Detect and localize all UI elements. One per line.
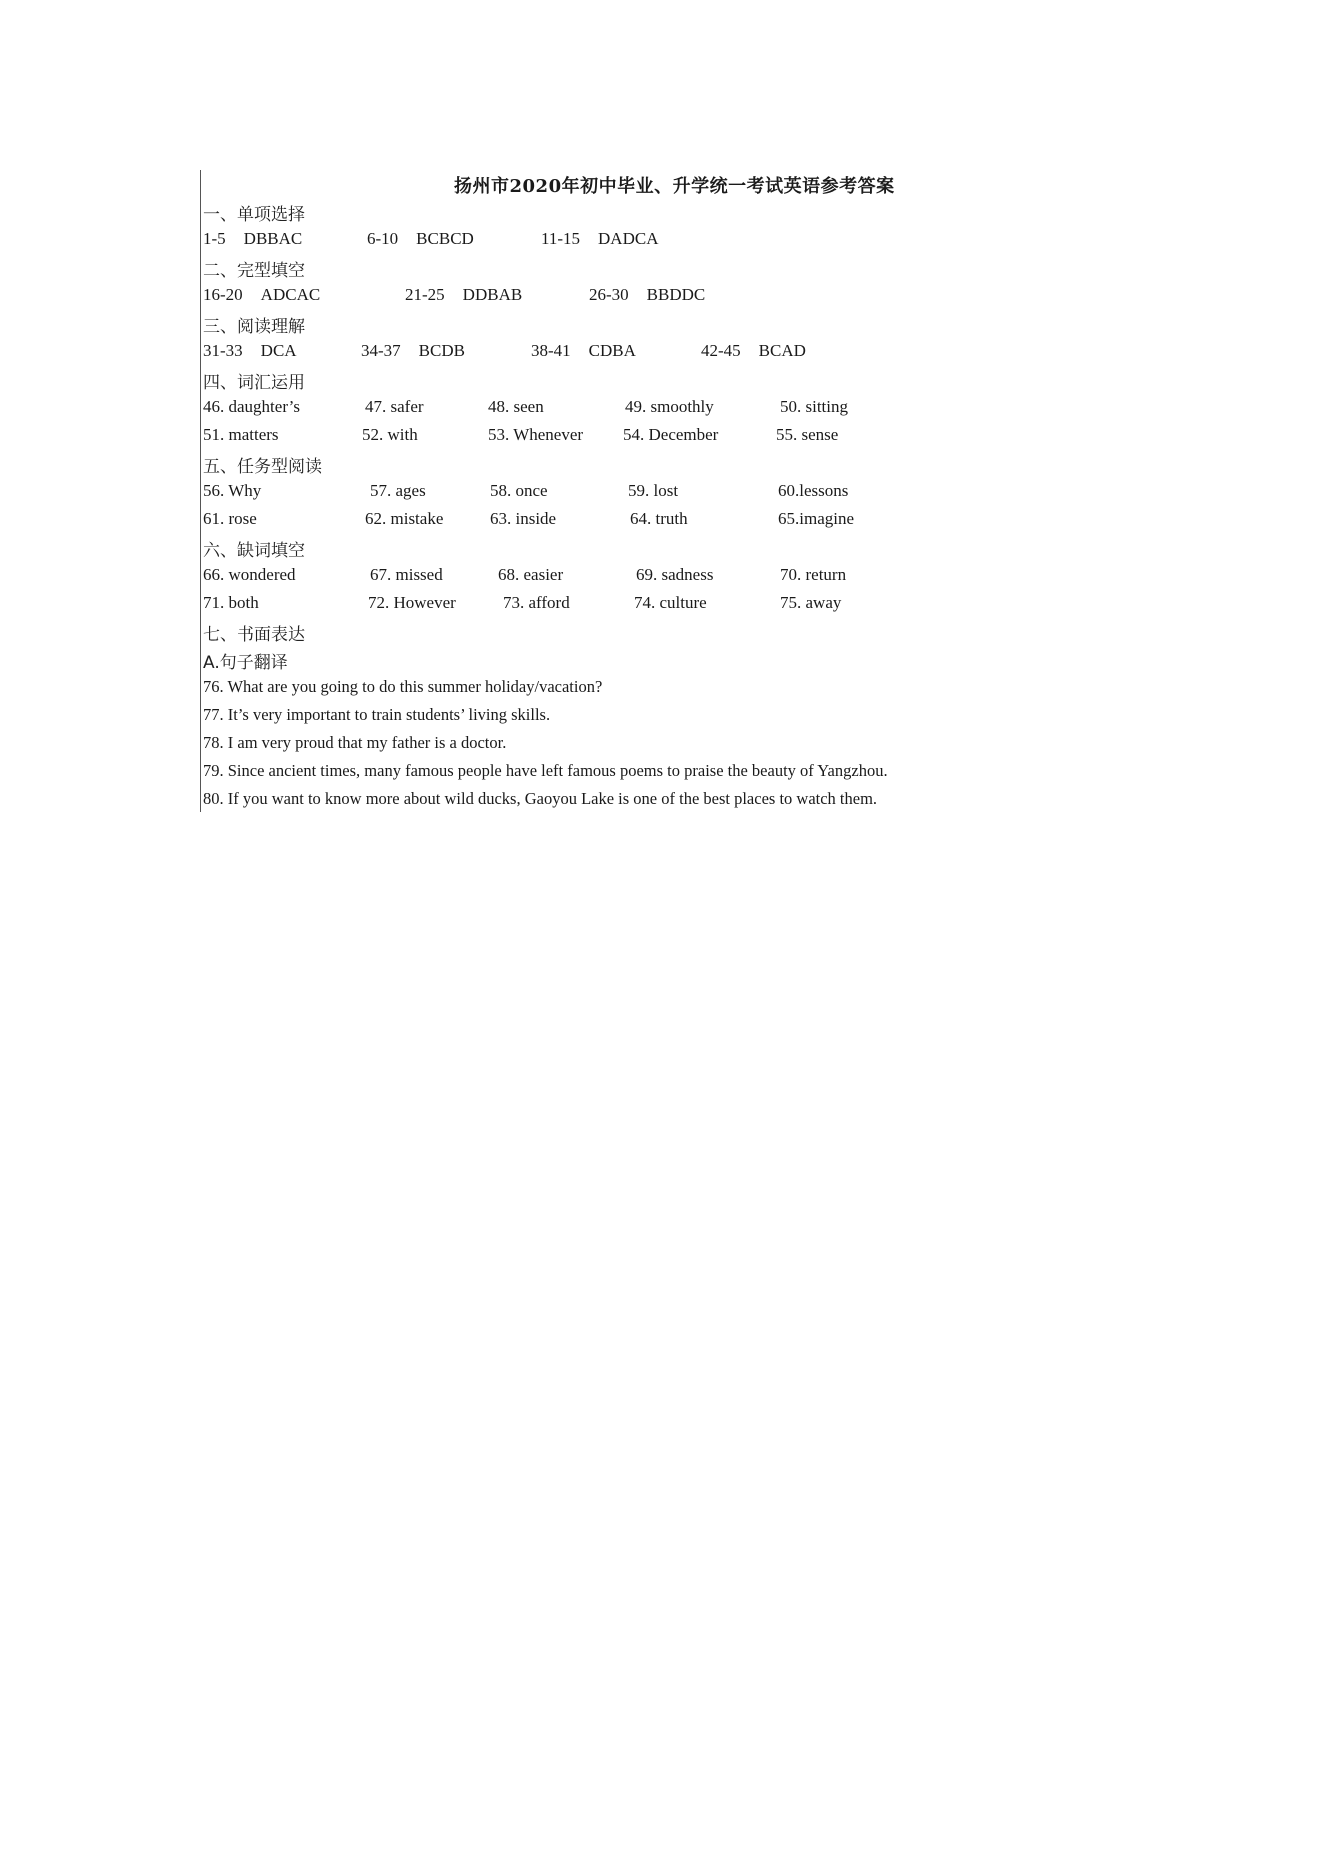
answer-item: 64. truth [630, 509, 688, 528]
section-heading-7: 七、书面表达 [203, 625, 305, 645]
answer-item: 47. safer [365, 397, 424, 416]
answer-item: 62. mistake [365, 509, 444, 528]
answer-item: 70. return [780, 565, 847, 584]
answer-item: 58. once [490, 481, 548, 500]
answer-group: 34-37 BCDB [361, 341, 465, 360]
left-margin-line [200, 170, 201, 812]
answer-group: 31-33 DCA [203, 341, 297, 360]
answer-item: 52. with [362, 425, 418, 444]
translation-sentence: 80. If you want to know more about wild ducks, Gaoyou Lake is one of the best places to watch them. [203, 789, 878, 808]
answer-item: 49. smoothly [625, 397, 714, 416]
section-heading-2: 二、完型填空 [203, 261, 305, 281]
answer-group: 6-10 BCBCD [367, 229, 474, 248]
section-heading-5: 五、任务型阅读 [203, 457, 322, 477]
translation-sentence: 78. I am very proud that my father is a doctor. [203, 733, 507, 752]
answer-item: 48. seen [488, 397, 544, 416]
answer-item: 65.imagine [778, 509, 855, 528]
answer-group: 11-15 DADCA [541, 229, 659, 248]
answer-item: 63. inside [490, 509, 557, 528]
document-title: 扬州市2020年初中毕业、升学统一考试英语参考答案 [454, 176, 895, 197]
answer-item: 55. sense [776, 425, 839, 444]
answer-item: 60.lessons [778, 481, 849, 500]
answer-item: 73. afford [503, 593, 570, 612]
answer-item: 66. wondered [203, 565, 296, 584]
section-heading-4: 四、词汇运用 [203, 373, 305, 393]
answer-item: 53. Whenever [488, 425, 584, 444]
answer-group: 26-30 BBDDC [589, 285, 706, 304]
answer-item: 68. easier [498, 565, 564, 584]
answer-item: 71. both [203, 593, 259, 612]
translation-sentence: 79. Since ancient times, many famous people have left famous poems to praise the beauty of Yangzhou. [203, 761, 888, 780]
section-heading-3: 三、阅读理解 [203, 317, 305, 337]
answer-group: 1-5 DBBAC [203, 229, 303, 248]
answer-item: 57. ages [370, 481, 426, 500]
answer-item: 72. However [368, 593, 456, 612]
answer-group: 38-41 CDBA [531, 341, 636, 360]
answer-item: 61. rose [203, 509, 257, 528]
answer-group: 16-20 ADCAC [203, 285, 321, 304]
translation-sentence: 76. What are you going to do this summer holiday/vacation? [203, 677, 603, 696]
answer-item: 50. sitting [780, 397, 849, 416]
answer-group: 42-45 BCAD [701, 341, 806, 360]
answer-item: 75. away [780, 593, 842, 612]
section-heading-1: 一、单项选择 [203, 205, 305, 225]
answer-group: 21-25 DDBAB [405, 285, 523, 304]
answer-item: 69. sadness [636, 565, 714, 584]
answer-item: 59. lost [628, 481, 679, 500]
answer-item: 67. missed [370, 565, 443, 584]
subsection-heading: A.句子翻译 [203, 653, 288, 673]
translation-sentence: 77. It’s very important to train students’ living skills. [203, 705, 551, 724]
section-heading-6: 六、缺词填空 [203, 541, 305, 561]
answer-item: 56. Why [203, 481, 262, 500]
answer-item: 46. daughter’s [203, 397, 300, 416]
answer-item: 54. December [623, 425, 719, 444]
answer-item: 74. culture [634, 593, 707, 612]
answer-item: 51. matters [203, 425, 279, 444]
